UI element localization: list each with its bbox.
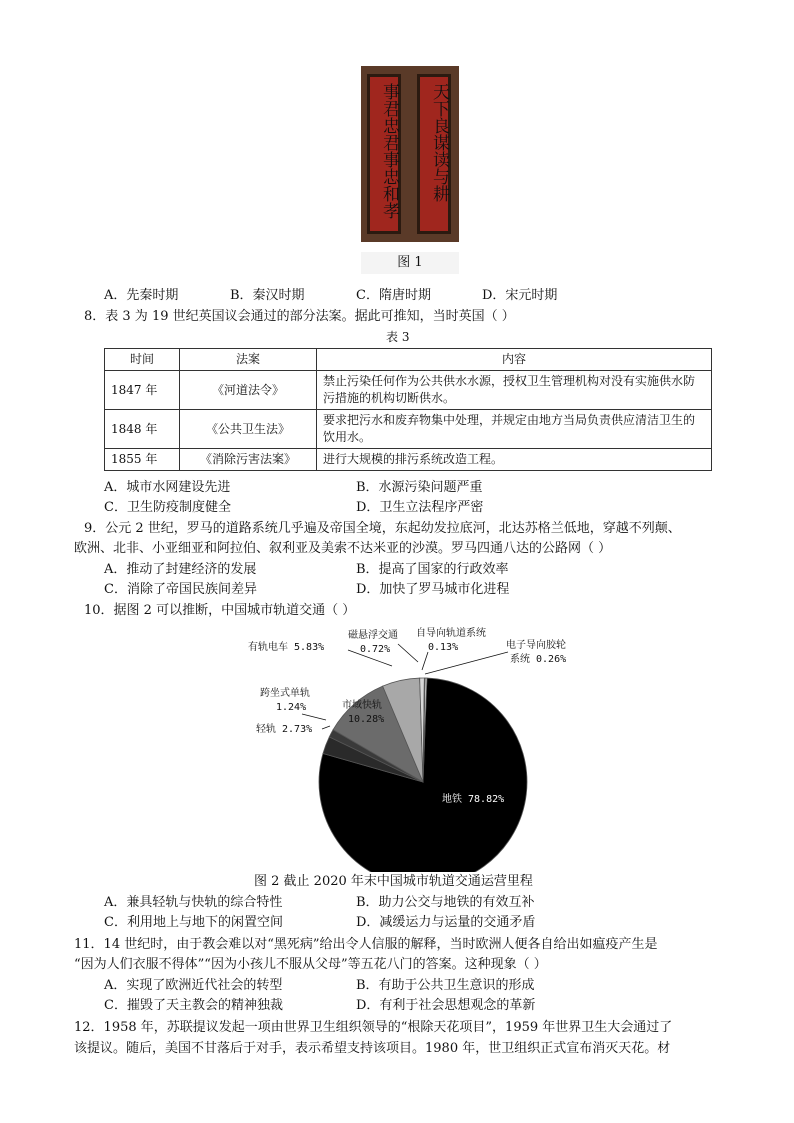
- q10-option-d: D．减缓运力与运量的交通矛盾: [356, 915, 536, 930]
- q11-option-a: A．实现了欧洲近代社会的转型: [104, 978, 283, 993]
- left-plaque: [367, 74, 401, 234]
- table-cell-year: 1848 年: [105, 410, 180, 449]
- q7-option-a: A．先秦时期: [104, 288, 179, 303]
- pie-label-tram: 有轨电车 5.83%: [248, 642, 325, 653]
- q9-stem-line-2: 欧洲、北非、小亚细亚和阿拉伯、叙利亚及美索不达米亚的沙漠。罗马四通八达的公路网（ ）: [74, 541, 612, 556]
- pie-label-suburban-rail-name: 市域快轨: [342, 700, 382, 711]
- q9-option-b: B．提高了国家的行政效率: [356, 562, 509, 577]
- q11-stem-line-1: 11．14 世纪时，由于教会难以对“黑死病”给出令人信服的解释，当时欧洲人便各自给出如瘟疫产生是: [74, 937, 658, 952]
- q9-stem-line-1: 9．公元 2 世纪，罗马的道路系统几乎遍及帝国全境，东起幼发拉底河，北达苏格兰低地，穿越不列颠、: [84, 521, 681, 536]
- right-plaque: [417, 74, 451, 234]
- figure-1-caption: 图 1: [361, 252, 459, 274]
- table-cell-act: 《消除污害法案》: [180, 449, 317, 471]
- pie-label-monorail-name: 跨坐式单轨: [260, 688, 310, 699]
- q12-stem-line-2: 该提议。随后，美国不甘落后于对手，表示希望支持该项目。1980 年，世卫组织正式宣布消灭天花。材: [74, 1041, 671, 1056]
- pie-leader-light-rail: [322, 726, 330, 729]
- table-header-year: 时间: [105, 349, 180, 371]
- pie-label-apm-value: 0.13%: [428, 642, 459, 653]
- table-cell-act: 《公共卫生法》: [180, 410, 317, 449]
- table-cell-year: 1855 年: [105, 449, 180, 471]
- q8-stem: 8．表 3 为 19 世纪英国议会通过的部分法案。据此可推知，当时英国（ ）: [84, 309, 515, 324]
- q10-option-a: A．兼具轻轨与快轨的综合特性: [104, 895, 283, 910]
- right-plaque-text: 天下良谋读与耕: [429, 83, 449, 202]
- left-plaque-text: 事君忠君事忠和孝: [379, 83, 399, 219]
- q7-option-c: C．隋唐时期: [356, 288, 431, 303]
- table-cell-content: 进行大规模的排污系统改造工程。: [317, 449, 712, 471]
- table-row: [105, 449, 712, 471]
- pie-label-light-rail: 轻轨 2.73%: [256, 724, 313, 735]
- table-header-act: 法案: [180, 349, 317, 371]
- pie-label-guided-bus-value: 系统 0.26%: [510, 654, 567, 665]
- q8-option-d: D．卫生立法程序严密: [356, 500, 484, 515]
- table-3: [104, 348, 712, 471]
- table-row: [105, 371, 712, 410]
- pie-label-maglev-value: 0.72%: [360, 644, 391, 655]
- q10-option-b: B．助力公交与地铁的有效互补: [356, 895, 535, 910]
- pie-label-guided-bus-name: 电子导向胶轮: [506, 640, 566, 651]
- q11-option-c: C．摧毁了天主教会的精神独裁: [104, 998, 283, 1013]
- table-cell-year: 1847 年: [105, 371, 180, 410]
- q10-stem: 10．据图 2 可以推断，中国城市轨道交通（ ）: [84, 603, 356, 618]
- table-cell-content: 禁止污染任何作为公共供水水源，授权卫生管理机构对没有实施供水防污措施的机构切断供水。: [317, 371, 712, 410]
- pie-leader-monorail: [302, 714, 326, 720]
- q7-option-b: B．秦汉时期: [230, 288, 305, 303]
- pie-label-monorail-value: 1.24%: [276, 702, 307, 713]
- q9-option-c: C．消除了帝国民族间差异: [104, 582, 257, 597]
- q12-stem-line-1: 12．1958 年，苏联提议发起一项由世界卫生组织领导的“根除天花项目”，1959 年世界卫生大会通过了: [74, 1020, 673, 1035]
- pie-leader-guided-bus: [425, 652, 508, 674]
- q10-option-c: C．利用地上与地下的闲置空间: [104, 915, 283, 930]
- pie-label-maglev-name: 磁悬浮交通: [348, 630, 398, 641]
- table-cell-content: 要求把污水和废弃物集中处理，并规定由地方当局负责供应清洁卫生的饮用水。: [317, 410, 712, 449]
- pie-label-metro: 地铁 78.82%: [442, 794, 505, 805]
- q11-stem-line-2: “因为人们衣服不得体”“因为小孩儿不服从父母”等五花八门的答案。这种现象（ ）: [74, 957, 547, 972]
- q9-option-a: A．推动了封建经济的发展: [104, 562, 257, 577]
- table-header-content: 内容: [317, 349, 712, 371]
- q8-option-a: A．城市水网建设先进: [104, 480, 231, 495]
- q8-option-b: B．水源污染问题严重: [356, 480, 483, 495]
- q8-option-c: C．卫生防疫制度健全: [104, 500, 231, 515]
- table-cell-act: 《河道法令》: [180, 371, 317, 410]
- table-3-title: 表 3: [386, 330, 410, 344]
- q11-option-d: D．有利于社会思想观念的革新: [356, 998, 536, 1013]
- pie-leader-maglev: [398, 644, 418, 662]
- q11-option-b: B．有助于公共卫生意识的形成: [356, 978, 535, 993]
- figure-2-caption: 图 2 截止 2020 年末中国城市轨道交通运营里程: [254, 874, 533, 889]
- table-header-row: [105, 349, 712, 371]
- pie-leader-apm: [422, 652, 428, 670]
- figure-1-photo: [361, 66, 459, 242]
- pie-label-apm-name: 自导向轨道系统: [416, 628, 486, 639]
- q7-option-d: D．宋元时期: [482, 288, 558, 303]
- q9-option-d: D．加快了罗马城市化进程: [356, 582, 510, 597]
- figure-2-pie-chart: [230, 622, 590, 872]
- pie-label-suburban-rail-value: 10.28%: [348, 714, 385, 725]
- table-row: [105, 410, 712, 449]
